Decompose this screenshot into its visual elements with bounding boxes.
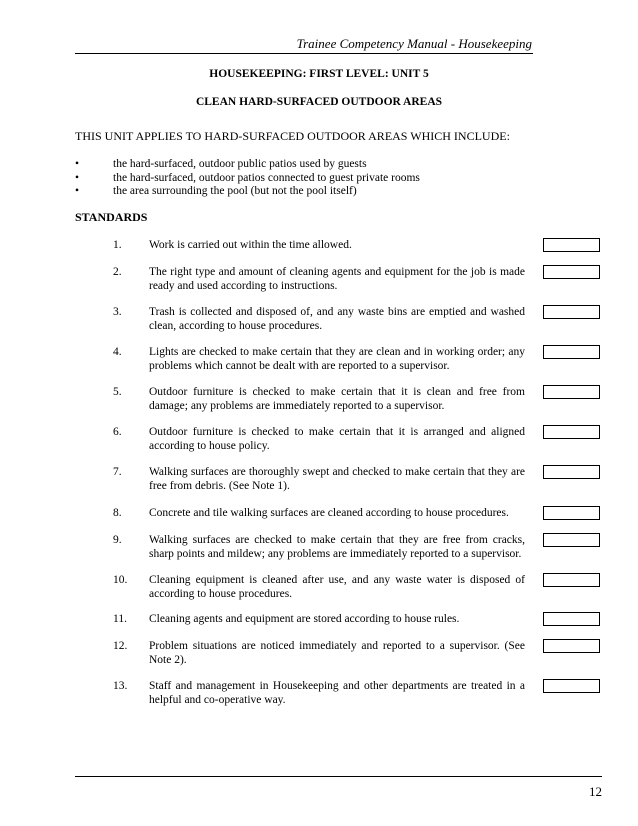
standard-text: Concrete and tile walking surfaces are cleaned according to house procedures. xyxy=(149,507,509,519)
bullet-text: the hard-surfaced, outdoor patios connected to guest private rooms xyxy=(113,171,420,184)
standard-number: 4. xyxy=(113,346,122,358)
standard-number: 5. xyxy=(113,386,122,398)
standard-checkbox[interactable] xyxy=(543,305,600,319)
standard-text: Outdoor furniture is checked to make certain that it is clean and free from damage; any problems are immediately reported to a supervisor. xyxy=(149,386,525,412)
standard-checkbox[interactable] xyxy=(543,612,600,626)
bullet-item xyxy=(75,172,535,186)
standards-heading: STANDARDS xyxy=(75,210,148,224)
standard-number: 10. xyxy=(113,574,128,586)
standard-checkbox[interactable] xyxy=(543,506,600,520)
standard-checkbox[interactable] xyxy=(543,425,600,439)
unit-title: HOUSEKEEPING: FIRST LEVEL: UNIT 5 xyxy=(209,68,429,80)
bullet-dot: • xyxy=(75,171,80,184)
bullet-dot: • xyxy=(75,158,80,170)
standard-text: Staff and management in Housekeeping and other departments are treated in a helpful and co-operative way. xyxy=(149,680,525,706)
standard-checkbox[interactable] xyxy=(543,573,600,587)
standard-text: Cleaning agents and equipment are stored according to house rules. xyxy=(149,613,460,625)
standard-checkbox[interactable] xyxy=(543,265,600,279)
standard-number: 7. xyxy=(113,466,122,478)
standard-number: 8. xyxy=(113,507,122,519)
bullet-item xyxy=(75,158,535,172)
standard-number: 9. xyxy=(113,534,122,546)
standard-number: 11. xyxy=(113,613,127,625)
standard-number: 12. xyxy=(113,640,128,652)
standard-text: Walking surfaces are checked to make certain that they are free from cracks, sharp points and mildew; any problems are immediately reported to a supervisor. xyxy=(149,534,525,560)
standard-checkbox[interactable] xyxy=(543,679,600,693)
footer-rule xyxy=(75,776,602,777)
standard-text: Walking surfaces are thoroughly swept and checked to make certain that they are free from debris. (See Note 1). xyxy=(149,466,525,492)
header-rule xyxy=(75,53,533,54)
standard-text: Cleaning equipment is cleaned after use, and any waste water is disposed of according to house procedures. xyxy=(149,574,525,600)
standard-checkbox[interactable] xyxy=(543,345,600,359)
standard-number: 6. xyxy=(113,426,122,438)
standard-number: 3. xyxy=(113,306,122,318)
standard-number: 1. xyxy=(113,239,122,251)
bullet-dot: • xyxy=(75,185,80,197)
standard-text: Problem situations are noticed immediately and reported to a supervisor. (See Note 2). xyxy=(149,640,525,666)
standard-checkbox[interactable] xyxy=(543,533,600,547)
standard-checkbox[interactable] xyxy=(543,465,600,479)
intro-text: THIS UNIT APPLIES TO HARD-SURFACED OUTDOOR AREAS WHICH INCLUDE: xyxy=(75,129,510,143)
bullet-text: the area surrounding the pool (but not the pool itself) xyxy=(113,185,357,197)
standard-number: 2. xyxy=(113,266,122,278)
standard-text: Lights are checked to make certain that they are clean and in working order; any problems which cannot be dealt with are reported to a supervisor. xyxy=(149,346,525,372)
standard-number: 13. xyxy=(113,680,128,692)
standard-checkbox[interactable] xyxy=(543,385,600,399)
unit-subtitle: CLEAN HARD-SURFACED OUTDOOR AREAS xyxy=(195,96,443,108)
standard-text: Work is carried out within the time allowed. xyxy=(149,239,352,251)
bullet-text: the hard-surfaced, outdoor public patios used by guests xyxy=(113,158,367,170)
bullet-list xyxy=(75,158,535,199)
standard-text: Trash is collected and disposed of, and any waste bins are emptied and washed clean, according to house procedures. xyxy=(149,306,525,332)
manual-title: Trainee Competency Manual - Housekeeping xyxy=(296,36,532,51)
standard-text: Outdoor furniture is checked to make certain that it is arranged and aligned according to house policy. xyxy=(149,426,525,452)
page-number: 12 xyxy=(589,784,602,799)
standard-text: The right type and amount of cleaning agents and equipment for the job is made ready and used according to instructions. xyxy=(149,266,525,292)
standard-checkbox[interactable] xyxy=(543,238,600,252)
standard-checkbox[interactable] xyxy=(543,639,600,653)
bullet-item xyxy=(75,185,535,199)
